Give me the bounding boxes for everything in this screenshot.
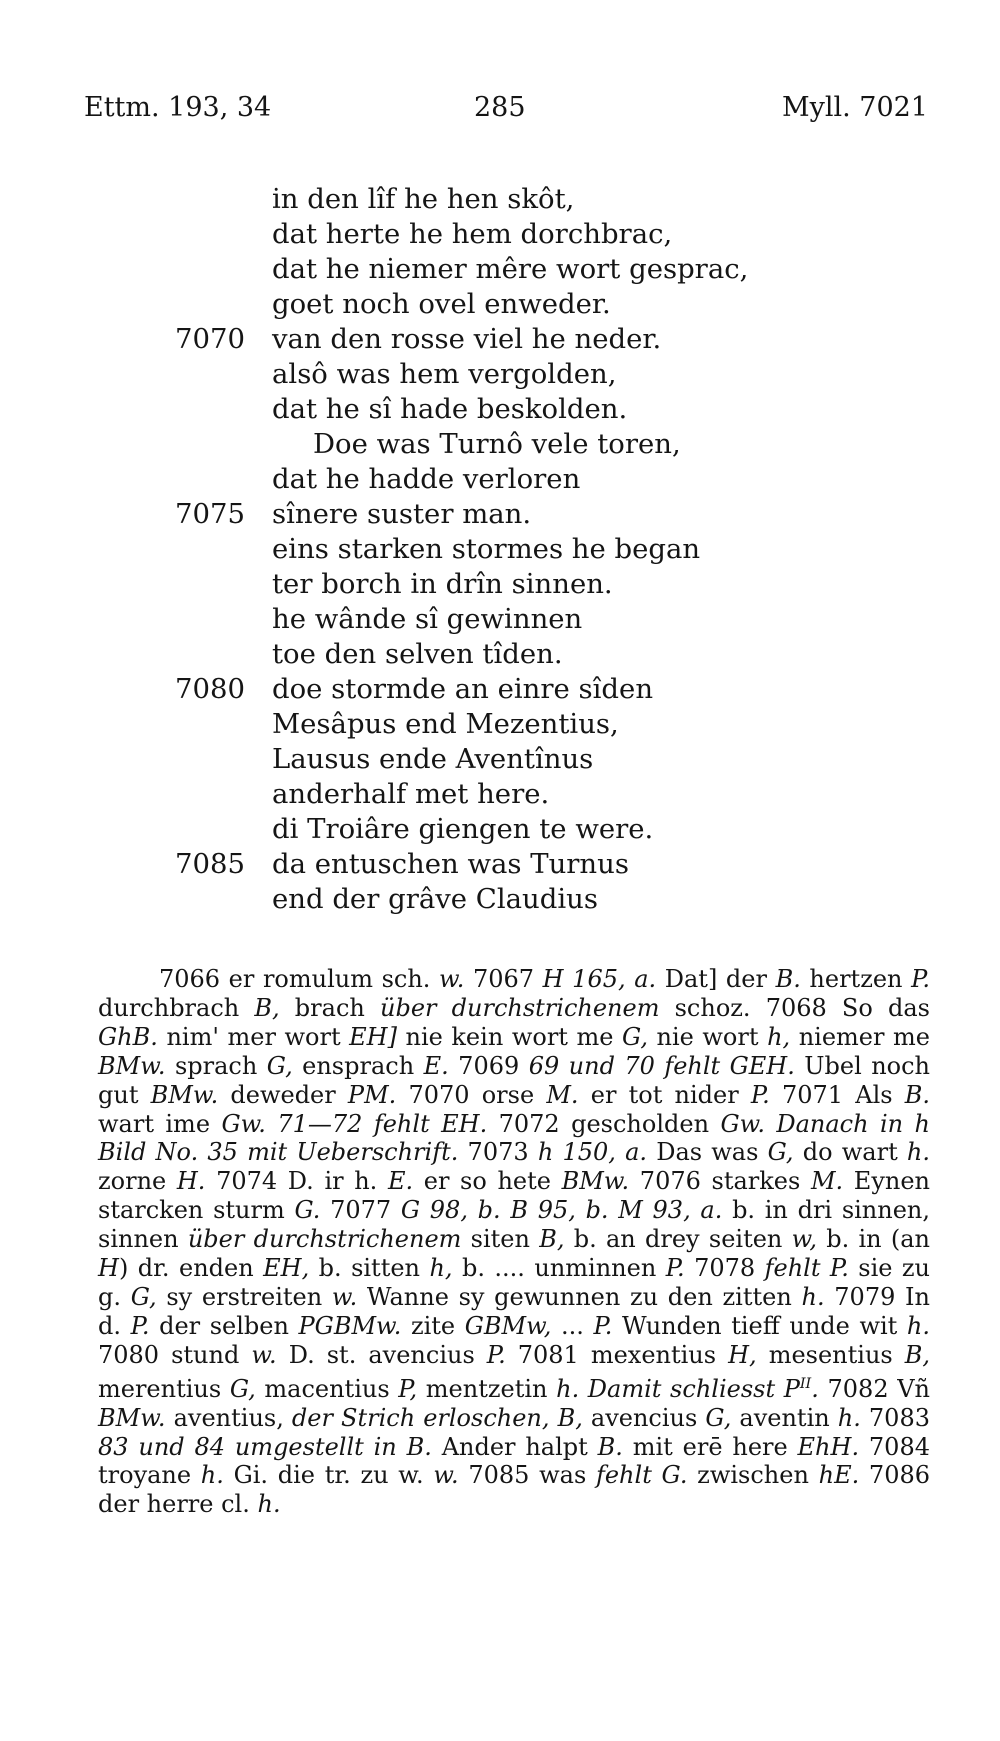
note-segment: BMw. <box>561 1167 630 1196</box>
note-segment: BMw. <box>98 1051 166 1080</box>
note-segment: h. <box>801 1282 825 1311</box>
verse-line <box>0 742 1000 777</box>
verse-line <box>0 882 1000 917</box>
line-number: 7075 <box>175 498 245 530</box>
verse-text: di Troiâre giengen te were. <box>272 813 654 845</box>
line-number: 7080 <box>175 673 245 705</box>
note-segment: M. <box>546 1080 579 1109</box>
verse-text: sînere suster man. <box>272 498 532 530</box>
note-segment: h. <box>257 1490 281 1519</box>
note-segment: Gw. Danach in h Bild No. 35 mit Ueberschrift. <box>98 1109 930 1167</box>
note-segment: P. <box>486 1340 506 1369</box>
note-segment: 7069 <box>448 1051 529 1080</box>
verse-line <box>0 217 1000 252</box>
note-segment: h 150, a. <box>537 1138 648 1167</box>
line-number: 7070 <box>175 323 245 355</box>
note-segment: fehlt P. <box>764 1254 849 1283</box>
note-segment: Ander halpt <box>431 1432 598 1461</box>
verse-text: ter borch in drîn sinnen. <box>272 568 613 600</box>
poem-text <box>0 182 1000 917</box>
note-segment: Ubel noch gut <box>98 1051 931 1109</box>
note-segment: G, <box>130 1282 157 1311</box>
note-segment: Dat] der <box>656 965 776 993</box>
note-segment: 7084 troyane <box>98 1432 930 1490</box>
note-segment: Wunden tieff unde wit <box>612 1311 907 1340</box>
verse-text: in den lîf he hen skôt, <box>272 183 575 215</box>
note-segment: P. <box>911 965 931 993</box>
note-segment: 7081 mexentius <box>505 1340 729 1369</box>
note-segment: Das was <box>647 1138 768 1167</box>
header-right-reference: Myll. 7021 <box>781 92 928 123</box>
note-segment: b. in (an <box>816 1225 930 1254</box>
note-segment: h, <box>767 1022 791 1051</box>
verse-line <box>0 497 1000 532</box>
verse-text: goet noch ovel enweder. <box>272 288 611 320</box>
note-segment: deweder <box>218 1080 348 1109</box>
note-segment: zwischen <box>687 1461 819 1490</box>
note-segment: h. <box>837 1403 861 1432</box>
note-segment: sy erstreiten <box>156 1282 332 1311</box>
note-segment: niemer me <box>790 1022 930 1051</box>
note-segment: H <box>98 1254 119 1283</box>
note-segment: do wart <box>793 1138 907 1167</box>
note-segment: mesentius <box>756 1340 905 1369</box>
verse-line <box>0 182 1000 217</box>
note-segment: B. <box>904 1080 931 1109</box>
note-segment: hertzen <box>800 965 912 993</box>
note-segment: 69 und 70 fehlt GEH. <box>528 1051 795 1080</box>
apparatus-notes <box>98 965 930 1519</box>
note-segment: fehlt G. <box>595 1461 688 1490</box>
note-segment: EhH. <box>797 1432 860 1461</box>
verse-line <box>0 427 1000 462</box>
note-segment: mentzetin <box>417 1374 557 1403</box>
verse-text: da entuschen was Turnus <box>272 848 629 880</box>
note-segment: 7071 Als <box>769 1080 905 1109</box>
note-segment: b. .... unminnen <box>452 1254 666 1283</box>
note-segment: 83 und 84 umgestellt in B. <box>98 1432 432 1461</box>
note-segment: ... <box>551 1311 594 1340</box>
note-segment: b. sitten <box>309 1254 430 1283</box>
note-segment: BMw. <box>150 1080 219 1109</box>
note-segment: brach <box>279 993 380 1022</box>
page-header <box>84 92 928 132</box>
note-segment: 7072 gescholden <box>487 1109 721 1138</box>
note-segment: h. Damit schliesst P <box>556 1374 800 1403</box>
note-segment: 7074 D. ir h. <box>205 1167 388 1196</box>
verse-line <box>0 392 1000 427</box>
note-segment: über durchstrichenem <box>380 993 660 1022</box>
verse-text: dat herte he hem dorchbrac, <box>272 218 673 250</box>
note-segment: h. <box>200 1461 224 1490</box>
note-segment: E. <box>387 1167 414 1196</box>
note-segment: EH, <box>263 1254 310 1283</box>
verse-line <box>0 707 1000 742</box>
header-left-reference: Ettm. 193, 34 <box>84 92 272 123</box>
verse-line <box>0 847 1000 882</box>
verse-line <box>0 777 1000 812</box>
note-segment: 7067 <box>464 965 543 993</box>
verse-line <box>0 322 1000 357</box>
note-segment: w. <box>433 1461 459 1490</box>
verse-text: end der grâve Claudius <box>272 883 598 915</box>
note-segment: durchbrach <box>98 993 255 1022</box>
note-segment: b. in dri sinnen, sinnen <box>98 1196 931 1254</box>
note-segment: h, <box>429 1254 453 1283</box>
note-segment: P. <box>665 1254 685 1283</box>
note-segment: 7086 der herre cl. <box>98 1461 931 1519</box>
verse-text: Mesâpus end Mezentius, <box>272 708 619 740</box>
note-segment: 7073 <box>458 1138 538 1167</box>
note-segment: der Strich erloschen, B, <box>291 1403 583 1432</box>
verse-text: toe den selven tîden. <box>272 638 563 670</box>
note-segment: P. <box>130 1311 150 1340</box>
note-segment: GhB. <box>98 1022 158 1051</box>
verse-text: doe stormde an einre sîden <box>272 673 654 705</box>
verse-line <box>0 812 1000 847</box>
note-segment: P. <box>750 1080 770 1109</box>
note-segment: schoz. 7068 So das <box>659 993 930 1022</box>
verse-line <box>0 462 1000 497</box>
note-segment <box>266 1110 277 1138</box>
note-segment: Eynen starcken sturm <box>98 1167 930 1225</box>
note-segment: G, <box>705 1403 732 1432</box>
note-segment: aventin <box>731 1403 838 1432</box>
note-segment: 7070 orse <box>396 1080 547 1109</box>
note-segment: PM. <box>347 1080 397 1109</box>
verse-line <box>0 532 1000 567</box>
note-segment: aventius, <box>165 1403 292 1432</box>
verse-line <box>0 672 1000 707</box>
note-segment: merentius <box>98 1374 230 1403</box>
note-segment: Gi. die tr. zu w. <box>223 1461 434 1490</box>
note-segment: zite <box>401 1311 465 1340</box>
note-segment: über durchstrichenem <box>187 1225 462 1254</box>
note-segment: er so hete <box>413 1167 562 1196</box>
note-segment: II <box>799 1375 812 1392</box>
note-segment: GBMw, <box>464 1311 552 1340</box>
note-segment: h. <box>906 1138 930 1167</box>
note-segment: h. <box>906 1311 930 1340</box>
note-segment: M. <box>810 1167 844 1196</box>
note-segment: B, <box>539 1225 565 1254</box>
note-segment: 7083 <box>860 1403 930 1432</box>
note-segment: der selben <box>149 1311 299 1340</box>
note-segment: . <box>811 1374 819 1403</box>
note-segment: B. <box>597 1432 623 1461</box>
note-segment: G, <box>266 1051 293 1080</box>
note-segment: 7085 was <box>458 1461 596 1490</box>
note-segment: zorne <box>98 1167 177 1196</box>
verse-text: van den rosse viel he neder. <box>272 323 662 355</box>
note-segment: macentius <box>255 1374 399 1403</box>
note-segment: G, <box>767 1138 794 1167</box>
note-segment: er tot nider <box>578 1080 751 1109</box>
note-segment: 7080 stund <box>98 1340 252 1369</box>
verse-text: dat he niemer mêre wort gesprac, <box>272 253 749 285</box>
verse-line <box>0 252 1000 287</box>
note-segment: wart ime <box>98 1109 222 1138</box>
verse-line <box>0 357 1000 392</box>
note-segment: PGBMw. <box>298 1311 402 1340</box>
note-segment: B, <box>904 1340 931 1369</box>
note-segment: 7078 <box>684 1254 765 1283</box>
note-segment: B. <box>775 965 801 993</box>
note-segment: b. an drey seiten <box>564 1225 792 1254</box>
note-segment: H, <box>728 1340 757 1369</box>
note-segment: 7077 <box>320 1196 401 1225</box>
note-segment: sprach <box>165 1051 267 1080</box>
note-segment: w. <box>331 1282 358 1311</box>
note-segment: Wanne sy gewunnen zu den zitten <box>357 1282 802 1311</box>
verse-text: he wânde sî gewinnen <box>272 603 583 635</box>
note-segment: G, <box>622 1022 648 1051</box>
verse-text: anderhalf met here. <box>272 778 550 810</box>
note-segment: Gw. <box>221 1109 266 1138</box>
note-segment: BMw. <box>98 1403 166 1432</box>
note-segment: G. <box>294 1196 321 1225</box>
notes-paragraph <box>98 965 930 1519</box>
note-segment: 7082 Vñ <box>818 1374 930 1403</box>
note-segment: hE. <box>818 1461 860 1490</box>
note-segment: G, <box>229 1374 256 1403</box>
note-segment: P, <box>398 1374 418 1403</box>
verse-text: eins starken stormes he began <box>272 533 701 565</box>
note-segment: w. <box>251 1340 277 1369</box>
line-number: 7085 <box>175 848 245 880</box>
note-segment: nie kein wort me <box>396 1022 622 1051</box>
verse-line <box>0 287 1000 322</box>
note-segment: w, <box>791 1225 817 1254</box>
verse-line <box>0 602 1000 637</box>
note-segment: 7079 In d. <box>98 1282 930 1340</box>
verse-text: alsô was hem vergolden, <box>272 358 617 390</box>
note-segment: H. <box>176 1167 206 1196</box>
note-segment: G 98, b. B 95, b. M 93, a. <box>400 1196 723 1225</box>
note-segment: nie wort <box>647 1022 768 1051</box>
note-segment: avencius <box>582 1403 706 1432</box>
note-segment: nim' mer wort <box>157 1022 350 1051</box>
page-number: 285 <box>474 92 526 123</box>
note-segment: EH] <box>349 1022 397 1051</box>
verse-text: Lausus ende Aventînus <box>272 743 594 775</box>
verse-text: dat he sî hade beskolden. <box>272 393 628 425</box>
note-segment: 71—72 fehlt EH. <box>277 1109 488 1138</box>
note-segment: w. <box>439 965 465 993</box>
verse-line <box>0 637 1000 672</box>
note-segment: 7066 er romulum sch. <box>159 965 440 993</box>
note-segment: E. <box>423 1051 449 1080</box>
note-segment: siten <box>461 1225 540 1254</box>
note-segment: H 165, a. <box>542 965 657 993</box>
note-segment: 7076 starkes <box>629 1167 811 1196</box>
verse-text: Doe was Turnô vele toren, <box>313 428 681 460</box>
verse-line <box>0 567 1000 602</box>
note-segment: ) dr. enden <box>118 1254 264 1283</box>
note-segment: mit erē here <box>622 1432 798 1461</box>
note-segment: D. st. avencius <box>276 1340 487 1369</box>
note-segment: B, <box>254 993 280 1022</box>
note-segment: ensprach <box>292 1051 424 1080</box>
verse-text: dat he hadde verloren <box>272 463 581 495</box>
note-segment: sie zu g. <box>98 1254 930 1311</box>
note-segment: P. <box>593 1311 613 1340</box>
